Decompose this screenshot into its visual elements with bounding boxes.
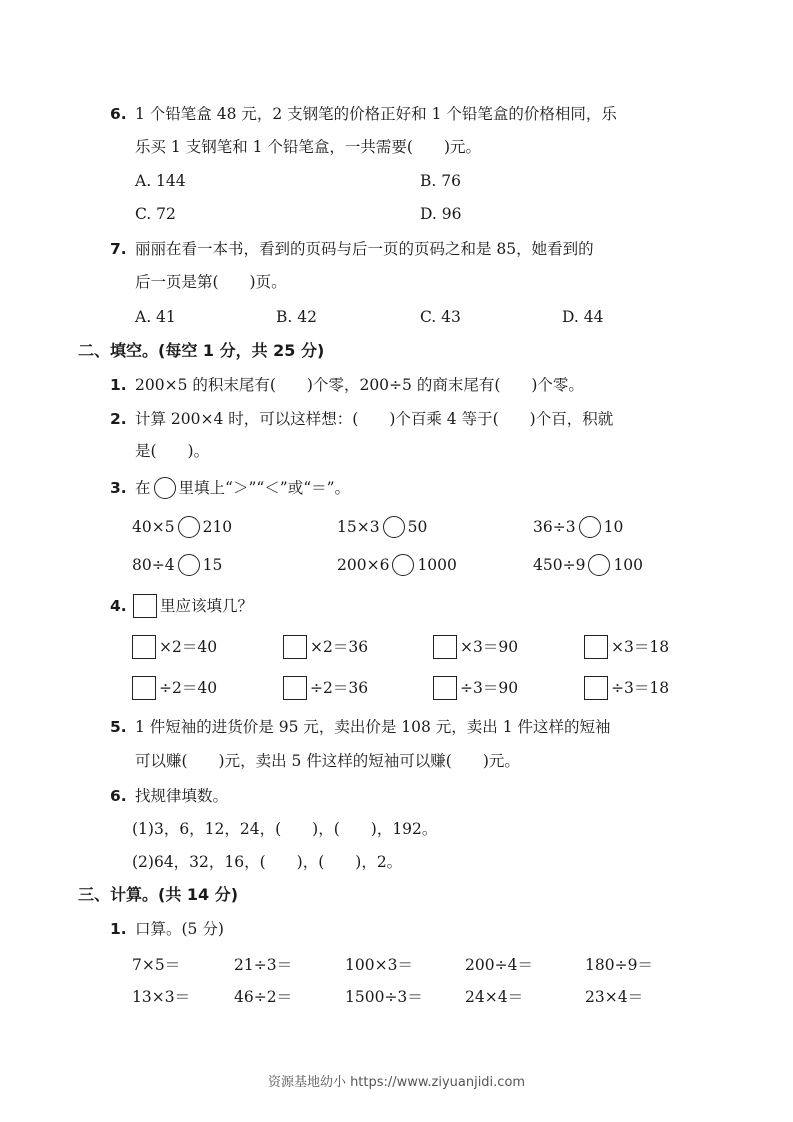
- s2-q5-number: 5.: [110, 718, 127, 736]
- compare-right: 15: [202, 556, 223, 574]
- fill-expression: ÷2＝40: [159, 679, 218, 697]
- s2-q6-text: 找规律填数。: [135, 787, 229, 805]
- compare-item: [132, 553, 222, 577]
- compare-blank-circle[interactable]: [383, 516, 405, 538]
- fill-item: [132, 676, 217, 700]
- fill-item: [433, 635, 518, 659]
- s2-q6-sub2: (2)64，32，16，( )，( )，2。: [132, 853, 403, 871]
- compare-item: [533, 515, 623, 539]
- s2-q5-text-line1: 1 件短袖的进货价是 95 元，卖出价是 108 元，卖出 1 件这样的短袖: [135, 718, 611, 736]
- s3-q1-number: 1.: [110, 920, 127, 938]
- s2-q2-text-line2: 是( )。: [135, 442, 210, 460]
- oral-item: 46÷2＝: [234, 988, 293, 1006]
- q7-option-d: D. 44: [562, 308, 604, 326]
- compare-blank-circle[interactable]: [178, 554, 200, 576]
- s3-q1-text: 口算。(5 分): [135, 920, 224, 938]
- s2-q3-post: 里填上“＞”“＜”或“＝”。: [178, 479, 351, 497]
- fill-item: [584, 676, 669, 700]
- compare-blank-circle[interactable]: [588, 554, 610, 576]
- fill-expression: ×3＝18: [611, 638, 670, 656]
- compare-right: 10: [603, 518, 624, 536]
- fill-expression: ×2＝36: [310, 638, 369, 656]
- compare-blank-circle[interactable]: [579, 516, 601, 538]
- fill-blank-square[interactable]: [132, 676, 156, 700]
- compare-item: [337, 515, 427, 539]
- section3-title: 三、计算。(共 14 分): [78, 885, 239, 904]
- fill-blank-square[interactable]: [433, 676, 457, 700]
- q6-option-d: D. 96: [420, 205, 462, 223]
- s2-q3-number: 3.: [110, 479, 127, 497]
- q7-option-c: C. 43: [420, 308, 461, 326]
- compare-left: 40×5: [132, 518, 175, 536]
- compare-right: 50: [407, 518, 428, 536]
- q6-option-b: B. 76: [420, 172, 461, 190]
- fill-expression: ×3＝90: [460, 638, 519, 656]
- fill-blank-square[interactable]: [584, 635, 608, 659]
- fill-expression: ÷3＝18: [611, 679, 670, 697]
- oral-item: 24×4＝: [465, 988, 524, 1006]
- compare-left: 200×6: [337, 556, 390, 574]
- oral-item: 7×5＝: [132, 956, 181, 974]
- compare-right: 210: [202, 518, 233, 536]
- s2-q2-text-line1: 计算 200×4 时，可以这样想：( )个百乘 4 等于( )个百，积就: [135, 410, 614, 428]
- q7-text-line1: 丽丽在看一本书，看到的页码与后一页的页码之和是 85，她看到的: [135, 240, 594, 258]
- q6-option-a: A. 144: [135, 172, 186, 190]
- q7-option-a: A. 41: [135, 308, 176, 326]
- oral-item: 13×3＝: [132, 988, 191, 1006]
- compare-blank-circle[interactable]: [392, 554, 414, 576]
- fill-blank-square[interactable]: [283, 676, 307, 700]
- oral-item: 21÷3＝: [234, 956, 293, 974]
- s2-q1-number: 1.: [110, 376, 127, 394]
- compare-circle-icon: [154, 477, 176, 499]
- compare-item: [337, 553, 457, 577]
- q6-text-line1: 1 个铅笔盒 48 元，2 支钢笔的价格正好和 1 个铅笔盒的价格相同，乐: [135, 105, 617, 123]
- fill-blank-square[interactable]: [132, 635, 156, 659]
- oral-item: 100×3＝: [345, 956, 413, 974]
- s2-q6-sub1: (1)3，6，12，24，( )，( )，192。: [132, 820, 438, 838]
- fill-expression: ÷2＝36: [310, 679, 369, 697]
- compare-item: [533, 553, 643, 577]
- s2-q5-text-line2: 可以赚( )元，卖出 5 件这样的短袖可以赚( )元。: [135, 752, 520, 770]
- s2-q3-instruction: [135, 476, 350, 500]
- compare-blank-circle[interactable]: [178, 516, 200, 538]
- compare-left: 15×3: [337, 518, 380, 536]
- q6-text-line2: 乐买 1 支钢笔和 1 个铅笔盒，一共需要( )元。: [135, 138, 482, 156]
- q6-option-c: C. 72: [135, 205, 176, 223]
- q6-number: 6.: [110, 105, 127, 123]
- oral-item: 1500÷3＝: [345, 988, 423, 1006]
- q7-number: 7.: [110, 240, 127, 258]
- compare-left: 80÷4: [132, 556, 175, 574]
- compare-right: 1000: [417, 556, 457, 574]
- s2-q6-number: 6.: [110, 787, 127, 805]
- footer-watermark: 资源基地幼小 https://www.ziyuanjidi.com: [267, 1075, 526, 1090]
- oral-item: 23×4＝: [585, 988, 644, 1006]
- blank-square-icon: [133, 594, 157, 618]
- oral-item: 180÷9＝: [585, 956, 653, 974]
- fill-item: [283, 676, 368, 700]
- compare-right: 100: [613, 556, 644, 574]
- q7-text-line2: 后一页是第( )页。: [135, 273, 287, 291]
- fill-blank-square[interactable]: [433, 635, 457, 659]
- s2-q4-instruction: [133, 594, 253, 618]
- s2-q3-pre: 在: [135, 479, 151, 497]
- compare-left: 36÷3: [533, 518, 576, 536]
- compare-left: 450÷9: [533, 556, 586, 574]
- fill-expression: ÷3＝90: [460, 679, 519, 697]
- fill-blank-square[interactable]: [283, 635, 307, 659]
- fill-expression: ×2＝40: [159, 638, 218, 656]
- oral-item: 200÷4＝: [465, 956, 533, 974]
- fill-item: [433, 676, 518, 700]
- s2-q4-number: 4.: [110, 597, 127, 615]
- s2-q2-number: 2.: [110, 410, 127, 428]
- fill-item: [132, 635, 217, 659]
- fill-item: [283, 635, 368, 659]
- s2-q4-post: 里应该填几？: [160, 597, 254, 615]
- q7-option-b: B. 42: [276, 308, 317, 326]
- fill-blank-square[interactable]: [584, 676, 608, 700]
- fill-item: [584, 635, 669, 659]
- compare-item: [132, 515, 232, 539]
- section2-title: 二、填空。(每空 1 分，共 25 分): [78, 341, 325, 360]
- s2-q1-text: 200×5 的积末尾有( )个零，200÷5 的商末尾有( )个零。: [135, 376, 584, 394]
